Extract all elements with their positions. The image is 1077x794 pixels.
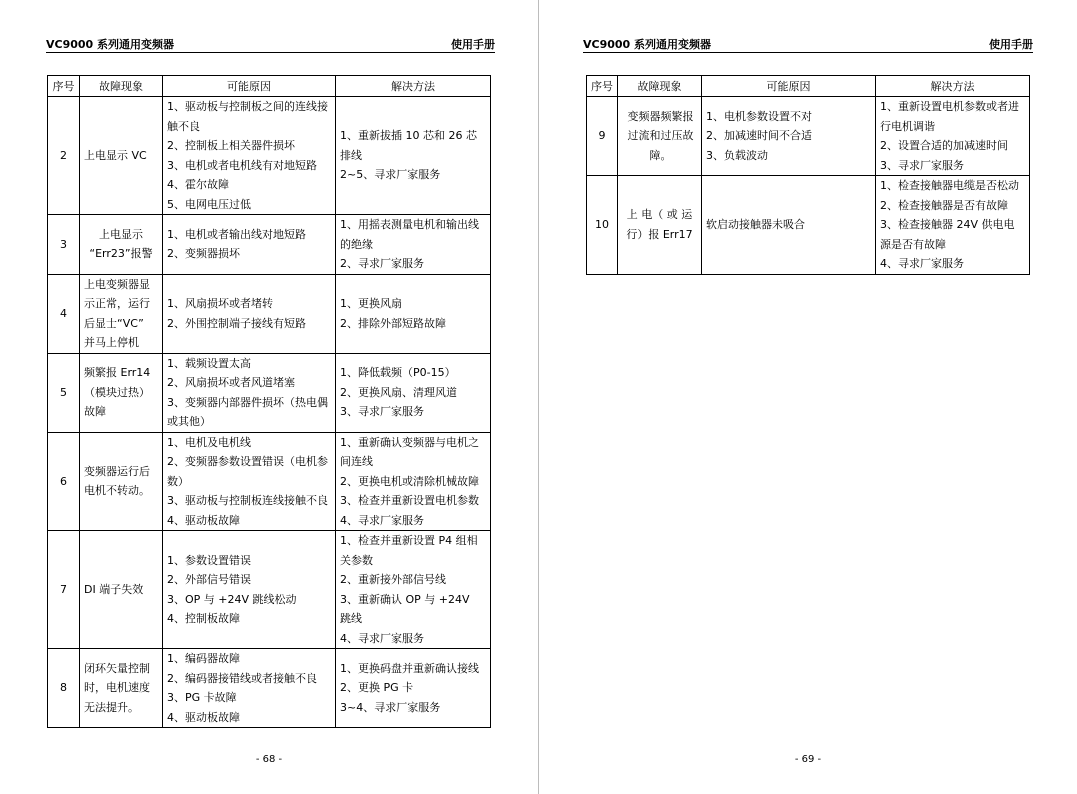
col-header-symptom: 故障现象 bbox=[618, 76, 702, 97]
solution-line: 1、更换码盘并重新确认接线 bbox=[340, 661, 479, 675]
row-number: 10 bbox=[587, 176, 618, 275]
solution-line: 2、更换电机或清除机械故障 bbox=[340, 474, 479, 488]
symptom-line: 障。 bbox=[649, 148, 672, 162]
cause-line: 2、加减速时间不合适 bbox=[706, 129, 812, 143]
cause-line: 软启动接触器未吸合 bbox=[706, 218, 805, 231]
solution-line: 2、排除外部短路故障 bbox=[340, 316, 446, 330]
solution-cell bbox=[876, 176, 1030, 275]
fault-symptom-cell bbox=[80, 531, 163, 649]
symptom-line: 上电变频器显 bbox=[84, 277, 150, 291]
col-header-solution: 解决方法 bbox=[336, 76, 491, 97]
cause-line: 3、PG 卡故障 bbox=[167, 691, 237, 704]
solution-line: 1、更换风扇 bbox=[340, 297, 402, 310]
solution-cell bbox=[336, 353, 491, 432]
table-body bbox=[587, 97, 1030, 275]
table-row bbox=[48, 432, 491, 531]
solution-line: 1、检查并重新设置 P4 组相 bbox=[340, 534, 478, 547]
row-number: 2 bbox=[48, 97, 80, 215]
cause-line: 1、参数设置错误 bbox=[167, 553, 251, 567]
fault-symptom-cell bbox=[80, 353, 163, 432]
header-title: VC9000 系列通用变频器 bbox=[46, 38, 175, 51]
fault-table-left bbox=[47, 75, 491, 728]
solution-cell bbox=[336, 274, 491, 353]
symptom-line: 过流和过压故 bbox=[627, 129, 694, 143]
cause-line: 4、控制板故障 bbox=[167, 612, 240, 625]
solution-line: 2、重新接外部信号线 bbox=[340, 573, 446, 586]
solution-line: 3、寻求厂家服务 bbox=[880, 158, 964, 172]
page-number: - 68 - bbox=[255, 754, 283, 765]
col-header-cause: 可能原因 bbox=[702, 76, 876, 97]
header-manual-label: 使用手册 bbox=[451, 38, 495, 51]
col-header-no: 序号 bbox=[48, 76, 80, 97]
cause-line: 2、风扇损坏或者风道堵塞 bbox=[167, 376, 295, 389]
solution-cell bbox=[336, 215, 491, 275]
symptom-line: 上电显示 bbox=[99, 227, 143, 241]
row-number: 6 bbox=[48, 432, 80, 531]
possible-cause-cell bbox=[163, 274, 336, 353]
table-row bbox=[48, 353, 491, 432]
fault-symptom-cell bbox=[618, 97, 702, 176]
fault-symptom-cell bbox=[80, 649, 163, 728]
symptom-line: DI 端子失效 bbox=[84, 582, 144, 596]
solution-line: 间连线 bbox=[340, 455, 373, 468]
cause-line: 触不良 bbox=[167, 119, 200, 133]
possible-cause-cell bbox=[163, 97, 336, 215]
cause-line: 1、驱动板与控制板之间的连线接 bbox=[167, 100, 328, 113]
cause-line: 3、负载波动 bbox=[706, 148, 768, 162]
header-title: VC9000 系列通用变频器 bbox=[583, 38, 712, 51]
col-header-symptom: 故障现象 bbox=[80, 76, 163, 97]
symptom-line: 示正常，运行 bbox=[84, 297, 150, 310]
table-row bbox=[587, 176, 1030, 275]
cause-line: 3、驱动板与控制板连线接触不良 bbox=[167, 494, 328, 507]
cause-line: 数） bbox=[167, 474, 189, 488]
page-number: - 69 - bbox=[794, 754, 822, 765]
cause-line: 1、载频设置太高 bbox=[167, 356, 251, 370]
symptom-line: 无法提升。 bbox=[84, 700, 139, 714]
cause-line: 2、外围控制端子接线有短路 bbox=[167, 316, 306, 330]
symptom-line: 电机不转动。 bbox=[84, 484, 150, 498]
row-number: 7 bbox=[48, 531, 80, 649]
table-header-row bbox=[48, 76, 491, 97]
cause-line: 2、控制板上相关器件损坏 bbox=[167, 139, 295, 152]
symptom-line: （模块过热） bbox=[84, 385, 150, 399]
cause-line: 2、变频器参数设置错误（电机参 bbox=[167, 455, 328, 468]
possible-cause-cell bbox=[163, 215, 336, 275]
solution-line: 4、寻求厂家服务 bbox=[340, 631, 424, 645]
solution-line: 3、检查接触器 24V 供电电 bbox=[880, 218, 1015, 231]
symptom-line: 变频器运行后 bbox=[84, 464, 150, 478]
possible-cause-cell bbox=[163, 649, 336, 728]
table-row bbox=[48, 97, 491, 215]
cause-line: 2、变频器损坏 bbox=[167, 247, 240, 261]
cause-line: 3、电机或者电机线有对地短路 bbox=[167, 158, 317, 172]
cause-line: 4、驱动板故障 bbox=[167, 710, 240, 724]
solution-cell bbox=[336, 531, 491, 649]
symptom-line: 并马上停机 bbox=[84, 336, 139, 349]
fault-symptom-cell bbox=[80, 97, 163, 215]
symptom-line: 上 电（ 或 运 bbox=[626, 208, 693, 222]
symptom-line: 时，电机速度 bbox=[84, 681, 150, 695]
symptom-line: 变频器频繁报 bbox=[627, 109, 694, 123]
symptom-line: 后显士“VC” bbox=[84, 316, 144, 330]
solution-line: 3~4、寻求厂家服务 bbox=[340, 700, 441, 714]
table-header-row bbox=[587, 76, 1030, 97]
col-header-no: 序号 bbox=[587, 76, 618, 97]
table-body bbox=[48, 97, 491, 728]
fault-symptom-cell bbox=[80, 274, 163, 353]
solution-line: 1、重新拔插 10 芯和 26 芯 bbox=[340, 129, 477, 143]
page-header bbox=[583, 36, 1033, 53]
fault-table-right bbox=[586, 75, 1030, 275]
solution-line: 行电机调谐 bbox=[880, 119, 935, 133]
possible-cause-cell bbox=[163, 432, 336, 531]
solution-cell bbox=[876, 97, 1030, 176]
fault-symptom-cell bbox=[80, 215, 163, 275]
solution-line: 1、降低载频（P0-15） bbox=[340, 366, 456, 380]
solution-line: 2、检查接触器是否有故障 bbox=[880, 198, 1008, 212]
solution-line: 2、更换风扇、清理风道 bbox=[340, 385, 457, 399]
solution-line: 3、寻求厂家服务 bbox=[340, 405, 424, 419]
symptom-line: 上电显示 VC bbox=[84, 148, 147, 162]
solution-line: 关参数 bbox=[340, 553, 373, 567]
solution-line: 4、寻求厂家服务 bbox=[340, 513, 424, 527]
table-row bbox=[48, 531, 491, 649]
header-manual-label: 使用手册 bbox=[989, 38, 1033, 51]
solution-line: 排线 bbox=[340, 148, 362, 162]
fault-symptom-cell bbox=[80, 432, 163, 531]
symptom-line: 闭环矢量控制 bbox=[84, 661, 150, 675]
cause-line: 3、OP 与 +24V 跳线松动 bbox=[167, 592, 297, 606]
page-header bbox=[46, 36, 495, 53]
solution-line: 3、检查并重新设置电机参数 bbox=[340, 494, 479, 507]
symptom-line: 故障 bbox=[84, 405, 106, 419]
cause-line: 1、风扇损坏或者堵转 bbox=[167, 297, 273, 310]
row-number: 9 bbox=[587, 97, 618, 176]
solution-cell bbox=[336, 97, 491, 215]
row-number: 5 bbox=[48, 353, 80, 432]
solution-line: 1、重新设置电机参数或者进 bbox=[880, 100, 1019, 113]
cause-line: 1、电机及电机线 bbox=[167, 435, 251, 449]
cause-line: 1、电机或者输出线对地短路 bbox=[167, 227, 306, 241]
solution-line: 2、设置合适的加减速时间 bbox=[880, 139, 1008, 152]
symptom-line: 频繁报 Err14 bbox=[84, 366, 151, 380]
solution-line: 的绝缘 bbox=[340, 237, 373, 251]
row-number: 4 bbox=[48, 274, 80, 353]
solution-line: 2~5、寻求厂家服务 bbox=[340, 168, 441, 182]
cause-line: 或其他） bbox=[167, 415, 211, 428]
cause-line: 1、编码器故障 bbox=[167, 652, 240, 665]
table-row bbox=[587, 97, 1030, 176]
cause-line: 5、电网电压过低 bbox=[167, 197, 251, 211]
table-row bbox=[48, 215, 491, 275]
solution-line: 1、检查接触器电缆是否松动 bbox=[880, 179, 1019, 192]
solution-line: 2、更换 PG 卡 bbox=[340, 681, 414, 695]
symptom-line: 行）报 Err17 bbox=[626, 227, 693, 241]
col-header-cause: 可能原因 bbox=[163, 76, 336, 97]
cause-line: 4、驱动板故障 bbox=[167, 513, 240, 527]
possible-cause-cell bbox=[163, 353, 336, 432]
table-row bbox=[48, 649, 491, 728]
solution-line: 4、寻求厂家服务 bbox=[880, 257, 964, 270]
possible-cause-cell bbox=[702, 176, 876, 275]
row-number: 3 bbox=[48, 215, 80, 275]
cause-line: 2、外部信号错误 bbox=[167, 573, 251, 586]
solution-line: 1、用摇表测量电机和输出线 bbox=[340, 218, 479, 231]
solution-cell bbox=[336, 432, 491, 531]
solution-line: 2、寻求厂家服务 bbox=[340, 257, 424, 270]
row-number: 8 bbox=[48, 649, 80, 728]
solution-line: 跳线 bbox=[340, 612, 362, 625]
solution-line: 3、重新确认 OP 与 +24V bbox=[340, 592, 470, 606]
table-row bbox=[48, 274, 491, 353]
solution-line: 1、重新确认变频器与电机之 bbox=[340, 435, 479, 449]
possible-cause-cell bbox=[163, 531, 336, 649]
col-header-solution: 解决方法 bbox=[876, 76, 1030, 97]
cause-line: 1、电机参数设置不对 bbox=[706, 109, 812, 123]
symptom-line: “Err23”报警 bbox=[89, 247, 153, 261]
cause-line: 4、霍尔故障 bbox=[167, 178, 229, 191]
cause-line: 3、变频器内部器件损坏（热电偶 bbox=[167, 395, 328, 409]
cause-line: 2、编码器接错线或者接触不良 bbox=[167, 671, 317, 685]
fault-symptom-cell bbox=[618, 176, 702, 275]
solution-cell bbox=[336, 649, 491, 728]
possible-cause-cell bbox=[702, 97, 876, 176]
right-page bbox=[539, 0, 1077, 794]
solution-line: 源是否有故障 bbox=[880, 237, 946, 251]
